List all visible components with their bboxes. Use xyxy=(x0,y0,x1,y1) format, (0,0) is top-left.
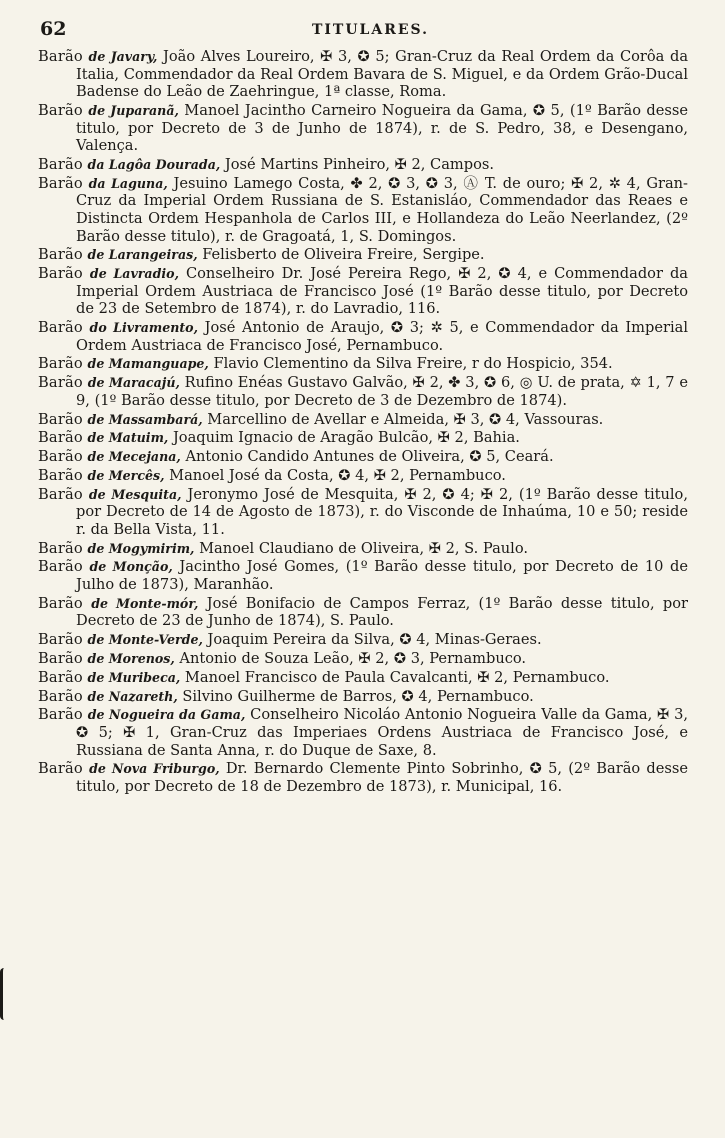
entry-label: Barão xyxy=(38,410,83,428)
entry-label: Barão xyxy=(38,174,83,192)
entry-place: de Monte-Verde, xyxy=(87,632,203,648)
list-item xyxy=(38,486,688,539)
list-item xyxy=(38,467,688,485)
list-item xyxy=(38,650,688,668)
page-number: 62 xyxy=(40,18,67,40)
entry-text: Flavio Clementino da Silva Freire, r do Hospicio, 354. xyxy=(213,355,613,373)
entry-place: de Mercês, xyxy=(87,467,165,483)
list-item xyxy=(38,688,688,706)
titles-list xyxy=(38,48,688,795)
entry-label: Barão xyxy=(38,649,83,667)
entry-text: Marcellino de Avellar e Almeida, ✠ 3, ✪ 4, Vassouras. xyxy=(207,410,604,428)
entry-label: Barão xyxy=(38,448,83,466)
entry-label: Barão xyxy=(38,485,83,503)
entry-place: de Javary, xyxy=(88,49,158,64)
entry-text: Rufino Enéas Gustavo Galvão, ✠ 2, ✤ 3, ✪ 6, ◎ U. de prata, ✡ 1, 7 e 9, (1º Barão desse titulo, por Decreto de 3 de Dezembro de 1874). xyxy=(76,374,689,409)
entry-label: Barão xyxy=(38,466,83,484)
entry-label: Barão xyxy=(38,594,83,612)
entry-text: Jacintho José Gomes, (1º Barão desse titulo, por Decreto de 10 de Julho de 1873), Maranhão. xyxy=(76,558,689,594)
entry-text: José Bonifacio de Campos Ferraz, (1º Barão desse titulo, por Decreto de 23 de Junho de 1874), S. Paulo. xyxy=(76,594,688,630)
entry-label: Barão xyxy=(38,101,83,119)
entry-text: Silvino Guilherme de Barros, ✪ 4, Pernambuco. xyxy=(182,687,534,705)
list-item xyxy=(38,760,688,795)
entry-place: de Morenos, xyxy=(87,650,175,666)
page-header xyxy=(38,18,703,44)
entry-place: de Mamanguape, xyxy=(87,356,209,372)
list-item xyxy=(38,669,688,687)
binding-edge-mark xyxy=(0,968,8,1020)
entry-text: Antonio Candido Antunes de Oliveira, ✪ 5, Ceará. xyxy=(185,448,554,466)
entry-text: José Martins Pinheiro, ✠ 2, Campos. xyxy=(224,155,495,173)
entry-place: de Mesquita, xyxy=(88,486,182,502)
list-item xyxy=(38,102,688,155)
entry-label: Barão xyxy=(38,631,83,649)
entry-label: Barão xyxy=(38,155,83,173)
entry-text: Jeronymo José de Mesquita, ✠ 2, ✪ 4; ✠ 2, (1º Barão desse titulo, por Decreto de 14 de Agosto de 1873), r. do Visconde de Inhaúma, 10 e 50; reside r. da Bella Vista, 11. xyxy=(76,485,688,538)
entry-place: de Nova Friburgo, xyxy=(89,761,220,777)
entry-text: Jesuino Lamego Costa, ✤ 2, ✪ 3, ✪ 3, Ⓐ T. de ouro; ✠ 2, ✲ 4, Gran-Cruz da Imperial Ordem Russiana de S. Estanisláo, Commendador das Reaes e Distincta Ordem Hespanhola de Carlos III, e Hollandeza do Leão Neerlandez, (2º Barão desse titulo), r. de Gragoatá, 1, S. Domingos. xyxy=(76,174,688,245)
entry-place: de Lavradio, xyxy=(89,266,179,282)
entry-place: do Livramento, xyxy=(89,320,198,336)
entry-label: Barão xyxy=(38,265,83,283)
entry-place: de Mogymirim, xyxy=(87,540,195,556)
list-item xyxy=(38,48,688,101)
entry-place: de Larangeiras, xyxy=(87,247,198,263)
entry-label: Barão xyxy=(38,246,83,264)
list-item xyxy=(38,631,688,649)
entry-label: Barão xyxy=(38,319,83,337)
entry-text: Manoel Jacintho Carneiro Nogueira da Gama, ✪ 5, (1º Barão desse titulo, por Decreto de 3 de Junho de 1874), r. de S. Pedro, 38, e Desengano, Valença. xyxy=(76,101,689,155)
entry-text: Manoel José da Costa, ✪ 4, ✠ 2, Pernambuco. xyxy=(169,466,506,484)
entry-place: de Maracajú, xyxy=(87,375,180,391)
list-item xyxy=(38,706,688,759)
entry-label: Barão xyxy=(38,687,83,705)
entry-label: Barão xyxy=(38,429,83,447)
list-item xyxy=(38,448,688,466)
entry-text: Manoel Francisco de Paula Cavalcanti, ✠ 2, Pernambuco. xyxy=(184,668,610,686)
entry-place: de Massambará, xyxy=(87,411,203,427)
entry-label: Barão xyxy=(38,706,83,724)
list-item xyxy=(38,374,688,409)
entry-place: de Muribeca, xyxy=(87,669,181,685)
entry-label: Barão xyxy=(38,558,83,576)
running-title: TITULARES. xyxy=(311,22,430,38)
entry-place: de Juparanã, xyxy=(88,102,179,118)
entry-place: de Matuim, xyxy=(87,430,169,446)
entry-place: de Monte-mór, xyxy=(91,595,199,611)
entry-place: de Mecejana, xyxy=(87,449,181,465)
entry-text: Felisberto de Oliveira Freire, Sergipe. xyxy=(202,246,485,264)
entry-text: Joaquim Pereira da Silva, ✪ 4, Minas-Geraes. xyxy=(207,631,542,649)
list-item xyxy=(38,246,688,264)
entry-label: Barão xyxy=(38,374,83,392)
entry-label: Barão xyxy=(38,760,83,778)
list-item xyxy=(38,156,688,174)
entry-text: Manoel Claudiano de Oliveira, ✠ 2, S. Paulo. xyxy=(199,539,529,557)
list-item xyxy=(38,429,688,447)
entry-place: de Monção, xyxy=(89,559,173,575)
entry-place: de Nogueira da Gama, xyxy=(87,707,246,723)
list-item xyxy=(38,411,688,429)
entry-text: Antonio de Souza Leão, ✠ 2, ✪ 3, Pernambuco. xyxy=(179,649,527,667)
list-item xyxy=(38,595,688,630)
entry-text: Conselheiro Dr. José Pereira Rego, ✠ 2, ✪ 4, e Commendador da Imperial Ordem Austriaca de Francisco José (1º Barão desse titulo, por Decreto de 23 de Setembro de 1874), r. do Lavradio, 116. xyxy=(76,265,688,318)
list-item xyxy=(38,265,688,318)
entry-label: Barão xyxy=(38,539,83,557)
entry-text: José Antonio de Araujo, ✪ 3; ✲ 5, e Commendador da Imperial Ordem Austriaca de Francisco José, Pernambuco. xyxy=(76,319,688,354)
list-item xyxy=(38,355,688,373)
entry-label: Barão xyxy=(38,668,83,686)
list-item xyxy=(38,558,688,593)
entry-place: da Lagôa Dourada, xyxy=(87,156,221,172)
list-item xyxy=(38,175,688,245)
entry-place: da Laguna, xyxy=(88,175,168,191)
entry-text: João Alves Loureiro, ✠ 3, ✪ 5; Gran-Cruz da Real Ordem da Corôa da Italia, Commendador da Real Ordem Bavara de S. Miguel, e da Ordem Grão-Ducal Badense do Leão de Zaehringue, 1ª classe, Roma. xyxy=(76,48,689,101)
list-item xyxy=(38,540,688,558)
entry-text: Joaquim Ignacio de Aragão Bulcão, ✠ 2, Bahia. xyxy=(172,429,520,447)
entry-text: Conselheiro Nicoláo Antonio Nogueira Valle da Gama, ✠ 3, ✪ 5; ✠ 1, Gran-Cruz das Imperiaes Ordens Austriaca de Francisco José, e Russiana de Santa Anna, r. do Duque de Saxe, 8. xyxy=(76,706,688,759)
entry-place: de Nazareth, xyxy=(87,688,178,704)
list-item xyxy=(38,319,688,354)
entry-label: Barão xyxy=(38,48,83,65)
entry-label: Barão xyxy=(38,355,83,373)
entry-text: Dr. Bernardo Clemente Pinto Sobrinho, ✪ 5, (2º Barão desse titulo, por Decreto de 18 de Dezembro de 1873), r. Municipal, 16. xyxy=(76,760,688,795)
